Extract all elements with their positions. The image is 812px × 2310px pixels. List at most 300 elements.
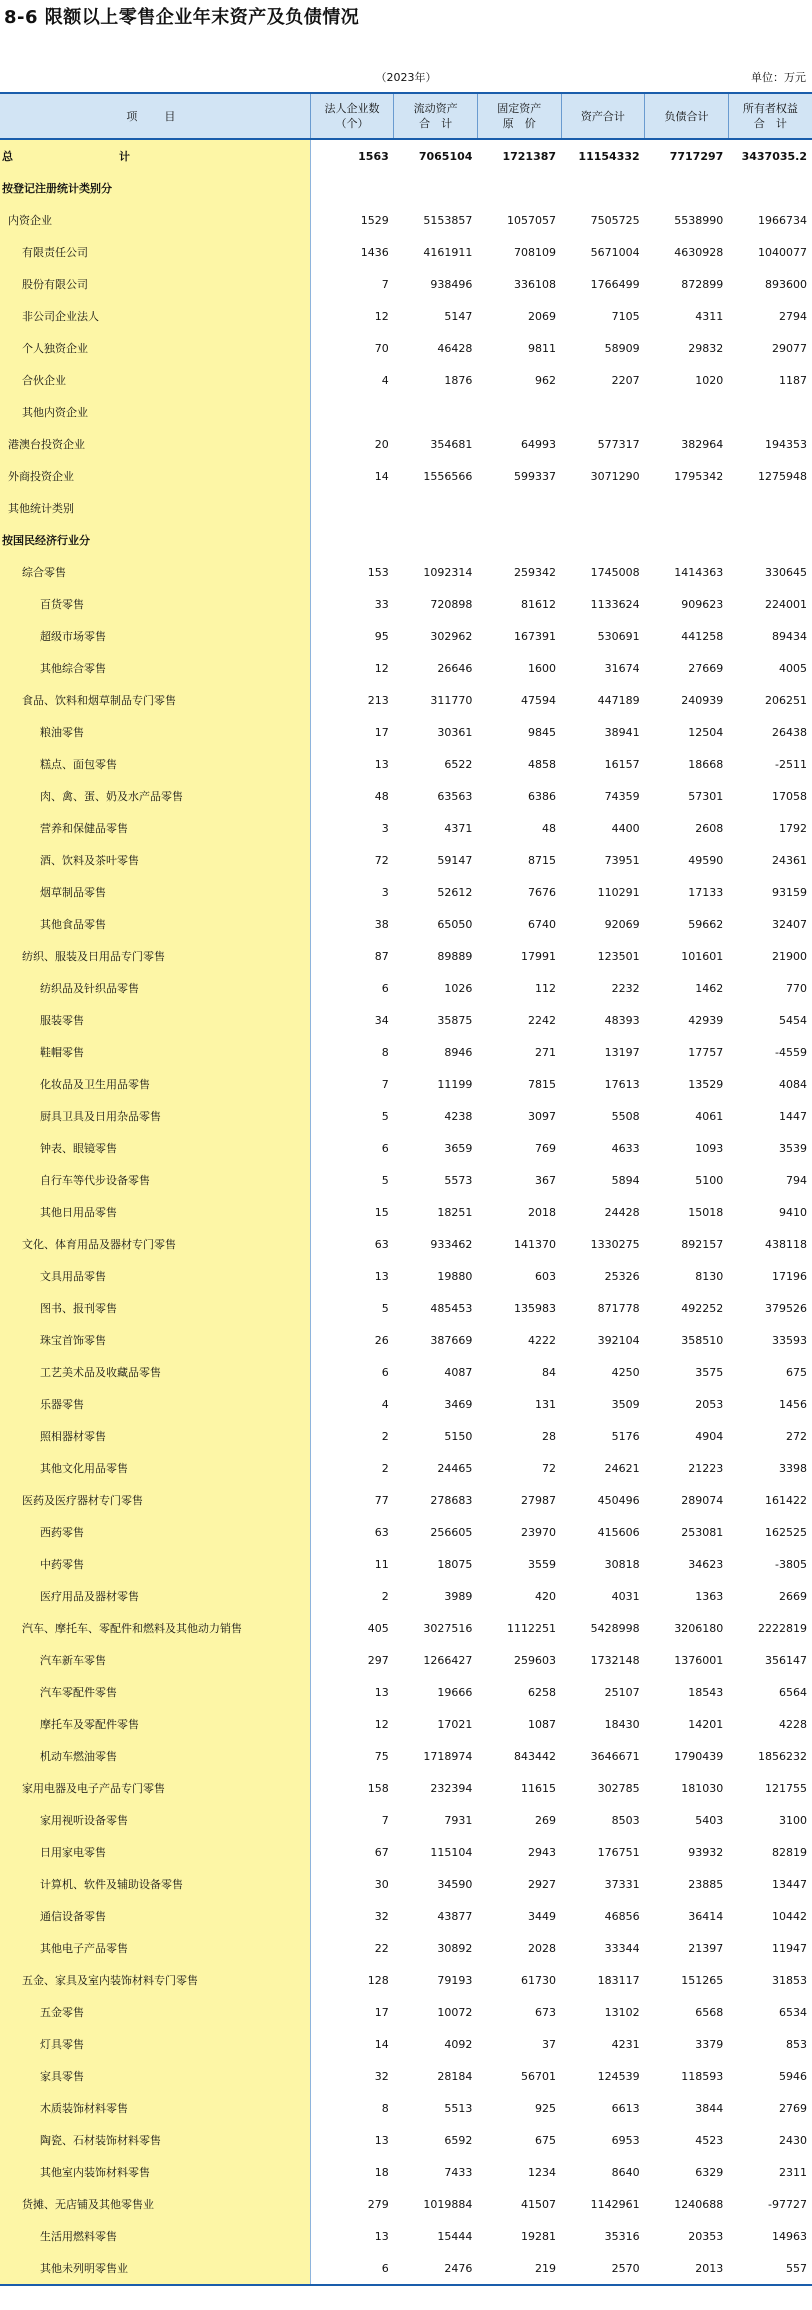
table-row bbox=[0, 172, 812, 204]
cell-value: 1092314 bbox=[423, 565, 473, 579]
cell-value: 272 bbox=[786, 1429, 807, 1443]
table-row bbox=[0, 1068, 812, 1100]
cell-value: 59147 bbox=[437, 853, 473, 867]
cell-value: 5100 bbox=[695, 1173, 724, 1187]
cell-value: 2570 bbox=[561, 2252, 645, 2285]
cell-value: 447189 bbox=[597, 693, 640, 707]
cell-value: 843442 bbox=[514, 1749, 557, 1763]
cell-value: 2943 bbox=[528, 1845, 557, 1859]
cell-value: 7433 bbox=[444, 2165, 473, 2179]
cell-value: 259603 bbox=[514, 1653, 557, 1667]
cell-value: 1240688 bbox=[674, 2197, 724, 2211]
row-label: 鞋帽零售 bbox=[0, 1036, 310, 1068]
row-label: 机动车燃油零售 bbox=[0, 1740, 310, 1772]
cell-value: 708109 bbox=[514, 245, 557, 259]
cell-value: 15 bbox=[374, 1205, 389, 1219]
cell-value: 1087 bbox=[528, 1717, 557, 1731]
cell-value: 17021 bbox=[437, 1717, 473, 1731]
cell-value: 34 bbox=[374, 1013, 389, 1027]
cell-value: 1563 bbox=[358, 149, 389, 163]
cell-value: 13 bbox=[374, 1269, 389, 1283]
cell-value: -4559 bbox=[775, 1045, 807, 1059]
cell-value: 1376001 bbox=[674, 1653, 724, 1667]
cell-value: 6386 bbox=[528, 789, 557, 803]
cell-value: 18 bbox=[374, 2165, 389, 2179]
table-row bbox=[0, 588, 812, 620]
cell-value: 23970 bbox=[521, 1525, 557, 1539]
row-label: 其他综合零售 bbox=[0, 652, 310, 684]
cell-value: 13 bbox=[374, 757, 389, 771]
cell-value: 101601 bbox=[681, 949, 724, 963]
cell-value: 48 bbox=[542, 821, 557, 835]
cell-value: 7717297 bbox=[669, 149, 724, 163]
row-label: 货摊、无店铺及其他零售业 bbox=[0, 2188, 310, 2220]
table-row bbox=[0, 1932, 812, 1964]
cell-value: 18430 bbox=[604, 1717, 640, 1731]
cell-value: 1133624 bbox=[590, 597, 640, 611]
table-row bbox=[0, 1324, 812, 1356]
cell-value: 84 bbox=[542, 1365, 557, 1379]
cell-value: 24621 bbox=[604, 1461, 640, 1475]
cell-value: 5 bbox=[381, 1173, 389, 1187]
cell-value bbox=[561, 524, 645, 556]
cell-value: 17058 bbox=[772, 789, 807, 803]
cell-value: 2069 bbox=[528, 309, 557, 323]
row-label: 乐器零售 bbox=[0, 1388, 310, 1420]
row-label: 食品、饮料和烟草制品专门零售 bbox=[0, 684, 310, 716]
page-title: 8-6 限额以上零售企业年末资产及负债情况 bbox=[4, 7, 360, 28]
table-row bbox=[0, 780, 812, 812]
cell-value: 2013 bbox=[645, 2252, 729, 2285]
cell-value: 42939 bbox=[688, 1013, 724, 1027]
cell-value bbox=[394, 524, 478, 556]
table-row bbox=[0, 1036, 812, 1068]
cell-value: 4061 bbox=[695, 1109, 724, 1123]
cell-value: 33344 bbox=[604, 1941, 640, 1955]
cell-value: 59662 bbox=[688, 917, 724, 931]
cell-value: 167391 bbox=[514, 629, 557, 643]
cell-value: 63563 bbox=[437, 789, 473, 803]
cell-value: 3539 bbox=[779, 1141, 807, 1155]
row-label: 化妆品及卫生用品零售 bbox=[0, 1068, 310, 1100]
table-row bbox=[0, 364, 812, 396]
table-row bbox=[0, 332, 812, 364]
cell-value: 1745008 bbox=[590, 565, 640, 579]
cell-value: 89889 bbox=[437, 949, 473, 963]
cell-value: 31853 bbox=[772, 1973, 807, 1987]
cell-value: 4400 bbox=[611, 821, 640, 835]
cell-value: 1462 bbox=[695, 981, 724, 995]
cell-value: 441258 bbox=[681, 629, 724, 643]
cell-value: 2794 bbox=[779, 309, 807, 323]
cell-value: 1093 bbox=[695, 1141, 724, 1155]
cell-value: 5403 bbox=[695, 1813, 724, 1827]
table-row bbox=[0, 2188, 812, 2220]
cell-value: 2 bbox=[381, 1589, 389, 1603]
cell-value: 675 bbox=[535, 2133, 557, 2147]
cell-value: 72 bbox=[542, 1461, 557, 1475]
table-row bbox=[0, 940, 812, 972]
cell-value: 4 bbox=[381, 373, 389, 387]
cell-value: 6522 bbox=[444, 757, 473, 771]
cell-value: 32 bbox=[374, 2069, 389, 2083]
row-label: 糕点、面包零售 bbox=[0, 748, 310, 780]
cell-value: 2232 bbox=[611, 981, 640, 995]
table-row bbox=[0, 2220, 812, 2252]
cell-value bbox=[477, 524, 561, 556]
cell-value: 557 bbox=[728, 2252, 812, 2285]
cell-value: 87 bbox=[374, 949, 389, 963]
cell-value: 278683 bbox=[430, 1493, 473, 1507]
cell-value: 4231 bbox=[611, 2037, 640, 2051]
cell-value: 30 bbox=[374, 1877, 389, 1891]
cell-value: 30818 bbox=[604, 1557, 640, 1571]
table-row bbox=[0, 236, 812, 268]
row-label: 五金零售 bbox=[0, 1996, 310, 2028]
cell-value: 4228 bbox=[779, 1717, 807, 1731]
table-row bbox=[0, 1772, 812, 1804]
table-row bbox=[0, 1260, 812, 1292]
table-row bbox=[0, 300, 812, 332]
table-row bbox=[0, 748, 812, 780]
cell-value: 73951 bbox=[604, 853, 640, 867]
cell-value: 13447 bbox=[772, 1877, 807, 1891]
cell-value: 95 bbox=[374, 629, 389, 643]
cell-value: 4630928 bbox=[674, 245, 724, 259]
cell-value: 3097 bbox=[528, 1109, 557, 1123]
row-label: 家具零售 bbox=[0, 2060, 310, 2092]
cell-value: 5946 bbox=[779, 2069, 807, 2083]
cell-value: 3437035.2 bbox=[741, 149, 807, 163]
cell-value: 9845 bbox=[528, 725, 557, 739]
table-row bbox=[0, 204, 812, 236]
cell-value: 5454 bbox=[779, 1013, 807, 1027]
cell-value: 36414 bbox=[688, 1909, 724, 1923]
table-body bbox=[0, 139, 812, 2285]
cell-value: 176751 bbox=[597, 1845, 640, 1859]
column-header: 法人企业数 （个） bbox=[310, 93, 394, 139]
cell-value: 2 bbox=[381, 1429, 389, 1443]
cell-value: 925 bbox=[535, 2101, 557, 2115]
table-row bbox=[0, 1292, 812, 1324]
cell-value: 5176 bbox=[611, 1429, 640, 1443]
cell-value: 4238 bbox=[444, 1109, 473, 1123]
cell-value: 1447 bbox=[779, 1109, 807, 1123]
cell-value: 135983 bbox=[514, 1301, 557, 1315]
cell-value: 1234 bbox=[528, 2165, 557, 2179]
cell-value: 24465 bbox=[437, 1461, 473, 1475]
cell-value: 1040077 bbox=[758, 245, 807, 259]
cell-value: 161422 bbox=[765, 1493, 807, 1507]
cell-value: -2511 bbox=[775, 757, 807, 771]
cell-value bbox=[477, 396, 561, 428]
cell-value: 675 bbox=[786, 1365, 807, 1379]
cell-value bbox=[310, 492, 394, 524]
row-label: 日用家电零售 bbox=[0, 1836, 310, 1868]
cell-value: 1556566 bbox=[423, 469, 473, 483]
cell-value: 2669 bbox=[779, 1589, 807, 1603]
cell-value: 415606 bbox=[597, 1525, 640, 1539]
table-row bbox=[0, 1740, 812, 1772]
cell-value: 720898 bbox=[430, 597, 473, 611]
cell-value: 1112251 bbox=[507, 1621, 557, 1635]
row-label: 粮油零售 bbox=[0, 716, 310, 748]
table-header bbox=[0, 93, 812, 139]
cell-value: 17991 bbox=[521, 949, 557, 963]
cell-value: 8640 bbox=[611, 2165, 640, 2179]
cell-value: 118593 bbox=[681, 2069, 724, 2083]
cell-value: 3 bbox=[381, 885, 389, 899]
cell-value: 2028 bbox=[528, 1941, 557, 1955]
cell-value: 158 bbox=[367, 1781, 389, 1795]
cell-value: 6740 bbox=[528, 917, 557, 931]
row-label: 非公司企业法人 bbox=[0, 300, 310, 332]
table-row bbox=[0, 139, 812, 172]
cell-value: 17133 bbox=[688, 885, 724, 899]
cell-value: 20353 bbox=[688, 2229, 724, 2243]
cell-value: 5508 bbox=[611, 1109, 640, 1123]
data-table bbox=[0, 92, 812, 2286]
cell-value: 153 bbox=[367, 565, 389, 579]
cell-value: 14 bbox=[374, 469, 389, 483]
table-row bbox=[0, 1452, 812, 1484]
cell-value: 26 bbox=[374, 1333, 389, 1347]
cell-value: 8 bbox=[381, 1045, 389, 1059]
cell-value: 4523 bbox=[695, 2133, 724, 2147]
cell-value: 14201 bbox=[688, 1717, 724, 1731]
cell-value: 853 bbox=[786, 2037, 807, 2051]
cell-value: 19281 bbox=[521, 2229, 557, 2243]
cell-value: 63 bbox=[374, 1525, 389, 1539]
cell-value bbox=[728, 172, 812, 204]
cell-value: 4311 bbox=[695, 309, 724, 323]
cell-value: 6953 bbox=[611, 2133, 640, 2147]
table-row bbox=[0, 2156, 812, 2188]
cell-value: 4161911 bbox=[423, 245, 473, 259]
cell-value: 3509 bbox=[611, 1397, 640, 1411]
cell-value: 3469 bbox=[444, 1397, 473, 1411]
cell-value: -3805 bbox=[775, 1557, 807, 1571]
cell-value: 7105 bbox=[611, 309, 640, 323]
cell-value: 5671004 bbox=[590, 245, 640, 259]
cell-value: 279 bbox=[367, 2197, 389, 2211]
table-row bbox=[0, 652, 812, 684]
cell-value: 4633 bbox=[611, 1141, 640, 1155]
row-label: 总 计 bbox=[0, 139, 310, 172]
table-row bbox=[0, 268, 812, 300]
table-row bbox=[0, 620, 812, 652]
cell-value bbox=[728, 492, 812, 524]
cell-value: 1057057 bbox=[507, 213, 557, 227]
table-row bbox=[0, 1580, 812, 1612]
cell-value: 4087 bbox=[444, 1365, 473, 1379]
cell-value: 22 bbox=[374, 1941, 389, 1955]
cell-value: 6568 bbox=[695, 2005, 724, 2019]
cell-value: 81612 bbox=[521, 597, 557, 611]
cell-value: 18543 bbox=[688, 1685, 724, 1699]
row-label: 港澳台投资企业 bbox=[0, 428, 310, 460]
cell-value: 1363 bbox=[695, 1589, 724, 1603]
table-row bbox=[0, 1196, 812, 1228]
cell-value: 25326 bbox=[604, 1269, 640, 1283]
cell-value: 75 bbox=[374, 1749, 389, 1763]
cell-value: 6 bbox=[381, 1141, 389, 1155]
cell-value: 794 bbox=[786, 1173, 807, 1187]
row-label: 纺织、服装及日用品专门零售 bbox=[0, 940, 310, 972]
cell-value: 32407 bbox=[772, 917, 807, 931]
cell-value: 12 bbox=[374, 309, 389, 323]
column-header: 流动资产 合 计 bbox=[394, 93, 478, 139]
cell-value: 11199 bbox=[437, 1077, 473, 1091]
cell-value: 1275948 bbox=[758, 469, 807, 483]
cell-value: 72 bbox=[374, 853, 389, 867]
cell-value: 269 bbox=[535, 1813, 557, 1827]
cell-value: 438118 bbox=[765, 1237, 807, 1251]
row-label: 珠宝首饰零售 bbox=[0, 1324, 310, 1356]
cell-value: 58909 bbox=[604, 341, 640, 355]
cell-value: 420 bbox=[535, 1589, 557, 1603]
cell-value: 4005 bbox=[779, 661, 807, 675]
cell-value: 1790439 bbox=[674, 1749, 724, 1763]
cell-value: 6 bbox=[310, 2252, 394, 2285]
table-row bbox=[0, 684, 812, 716]
cell-value: 13529 bbox=[688, 1077, 724, 1091]
cell-value: 206251 bbox=[765, 693, 807, 707]
cell-value: 12504 bbox=[688, 725, 724, 739]
cell-value: 4904 bbox=[695, 1429, 724, 1443]
cell-value: 603 bbox=[535, 1269, 557, 1283]
cell-value: 5153857 bbox=[423, 213, 473, 227]
table-row bbox=[0, 1516, 812, 1548]
cell-value: 1876 bbox=[444, 373, 473, 387]
cell-value: 3027516 bbox=[423, 1621, 473, 1635]
table-row bbox=[0, 1708, 812, 1740]
cell-value: 34623 bbox=[688, 1557, 724, 1571]
row-label: 合伙企业 bbox=[0, 364, 310, 396]
cell-value: 27669 bbox=[688, 661, 724, 675]
row-label: 其他日用品零售 bbox=[0, 1196, 310, 1228]
cell-value: 16157 bbox=[604, 757, 640, 771]
cell-value: 599337 bbox=[514, 469, 557, 483]
cell-value: 2769 bbox=[779, 2101, 807, 2115]
cell-value: 7 bbox=[381, 1813, 389, 1827]
row-label: 服装零售 bbox=[0, 1004, 310, 1036]
cell-value: 3379 bbox=[695, 2037, 724, 2051]
cell-value: 769 bbox=[535, 1141, 557, 1155]
table-row bbox=[0, 2028, 812, 2060]
cell-value: 17196 bbox=[772, 1269, 807, 1283]
table-row bbox=[0, 812, 812, 844]
row-label: 灯具零售 bbox=[0, 2028, 310, 2060]
table-unit: 单位：万元 bbox=[751, 71, 806, 84]
row-label: 肉、禽、蛋、奶及水产品零售 bbox=[0, 780, 310, 812]
table-row bbox=[0, 1644, 812, 1676]
cell-value: 28184 bbox=[437, 2069, 473, 2083]
cell-value: 26646 bbox=[437, 661, 473, 675]
cell-value bbox=[561, 172, 645, 204]
cell-value: 92069 bbox=[604, 917, 640, 931]
row-label: 纺织品及针织品零售 bbox=[0, 972, 310, 1004]
cell-value: 938496 bbox=[430, 277, 473, 291]
cell-value: 52612 bbox=[437, 885, 473, 899]
cell-value: 2608 bbox=[695, 821, 724, 835]
row-label: 超级市场零售 bbox=[0, 620, 310, 652]
cell-value: 123501 bbox=[597, 949, 640, 963]
cell-value bbox=[477, 492, 561, 524]
row-label: 按登记注册统计类别分 bbox=[0, 172, 310, 204]
row-label: 按国民经济行业分 bbox=[0, 524, 310, 556]
cell-value: 3449 bbox=[528, 1909, 557, 1923]
cell-value: 26438 bbox=[772, 725, 807, 739]
cell-value: 31674 bbox=[604, 661, 640, 675]
table-row bbox=[0, 1356, 812, 1388]
cell-value: 25107 bbox=[604, 1685, 640, 1699]
cell-value: 37 bbox=[542, 2037, 557, 2051]
cell-value: 57301 bbox=[688, 789, 724, 803]
cell-value: 5513 bbox=[444, 2101, 473, 2115]
row-label: 其他内资企业 bbox=[0, 396, 310, 428]
row-label: 文化、体育用品及器材专门零售 bbox=[0, 1228, 310, 1260]
row-label: 照相器材零售 bbox=[0, 1420, 310, 1452]
cell-value: 70 bbox=[374, 341, 389, 355]
column-header: 所有者权益 合 计 bbox=[728, 93, 812, 139]
table-row bbox=[0, 428, 812, 460]
header-row bbox=[0, 93, 812, 139]
cell-value bbox=[394, 396, 478, 428]
cell-value: 7 bbox=[381, 277, 389, 291]
row-label: 计算机、软件及辅助设备零售 bbox=[0, 1868, 310, 1900]
cell-value: 8946 bbox=[444, 1045, 473, 1059]
row-label: 股份有限公司 bbox=[0, 268, 310, 300]
cell-value: 259342 bbox=[514, 565, 557, 579]
row-label: 家用视听设备零售 bbox=[0, 1804, 310, 1836]
table-row bbox=[0, 972, 812, 1004]
cell-value: 256605 bbox=[430, 1525, 473, 1539]
cell-value: 48 bbox=[374, 789, 389, 803]
cell-value: 20 bbox=[374, 437, 389, 451]
cell-value: 131 bbox=[535, 1397, 557, 1411]
row-label: 其他统计类别 bbox=[0, 492, 310, 524]
row-label: 中药零售 bbox=[0, 1548, 310, 1580]
cell-value: 12 bbox=[374, 661, 389, 675]
table-year: （2023年） bbox=[375, 71, 437, 84]
table-row bbox=[0, 1132, 812, 1164]
cell-value: 93932 bbox=[688, 1845, 724, 1859]
table-row bbox=[0, 1100, 812, 1132]
cell-value: 49590 bbox=[688, 853, 724, 867]
cell-value: -97727 bbox=[768, 2197, 807, 2211]
table-row bbox=[0, 460, 812, 492]
row-label: 营养和保健品零售 bbox=[0, 812, 310, 844]
cell-value: 1600 bbox=[528, 661, 557, 675]
cell-value: 56701 bbox=[521, 2069, 557, 2083]
row-label: 个人独资企业 bbox=[0, 332, 310, 364]
cell-value: 128 bbox=[367, 1973, 389, 1987]
cell-value: 21900 bbox=[772, 949, 807, 963]
cell-value: 121755 bbox=[765, 1781, 807, 1795]
row-label: 文具用品零售 bbox=[0, 1260, 310, 1292]
cell-value: 30892 bbox=[437, 1941, 473, 1955]
cell-value: 18251 bbox=[437, 1205, 473, 1219]
cell-value: 5894 bbox=[611, 1173, 640, 1187]
cell-value bbox=[561, 396, 645, 428]
cell-value bbox=[645, 524, 729, 556]
column-header: 项 目 bbox=[0, 93, 310, 139]
cell-value: 124539 bbox=[597, 2069, 640, 2083]
table-row bbox=[0, 1836, 812, 1868]
cell-value: 962 bbox=[535, 373, 557, 387]
cell-value: 311770 bbox=[430, 693, 473, 707]
